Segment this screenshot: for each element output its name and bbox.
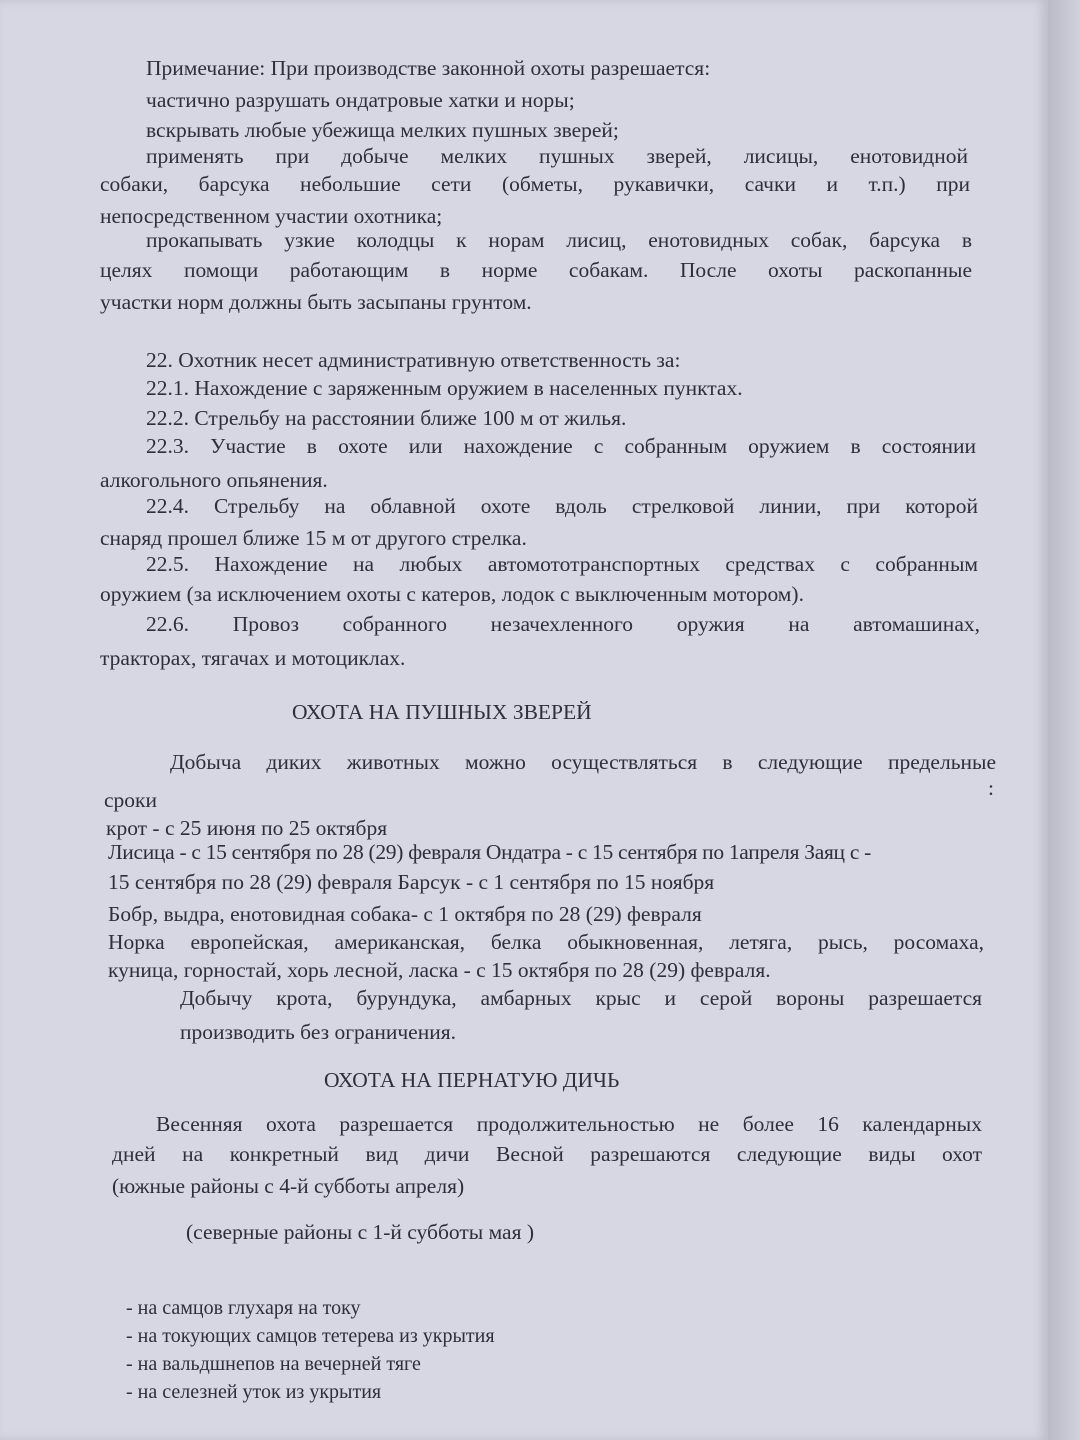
fur-line-9: Добычу крота, бурундука, амбарных крыс и серой вороны разрешается (180, 986, 982, 1010)
note-line-3: вскрывать любые убежища мелких пушных зверей; (146, 118, 619, 142)
fur-colon: : (988, 776, 994, 800)
birds-line-4: (северные районы с 1-й субботы мая ) (186, 1220, 534, 1244)
fur-line-10: производить без ограничения. (180, 1020, 456, 1044)
s22-line-1: 22. Охотник несет административную ответственность за: (146, 348, 681, 372)
note-line-9: участки норм должны быть засыпаны грунтом. (100, 290, 532, 314)
fur-line-2: сроки (104, 788, 157, 812)
s22-line-5: алкогольного опьянения. (100, 468, 328, 492)
fur-line-4: Лисица - с 15 сентября по 28 (29) февраля Ондатра - с 15 сентября по 1апреля Заяц с - (108, 840, 872, 864)
birds-list-item: - на селезней уток из укрытия (126, 1381, 382, 1403)
note-line-4: применять при добыче мелких пушных зверей, лисицы, енотовидной (146, 144, 968, 168)
s22-line-11: тракторах, тягачах и мотоциклах. (100, 646, 406, 670)
fur-line-8: куница, горностай, хорь лесной, ласка - с 15 октября по 28 (29) февраля. (108, 958, 771, 982)
s22-line-9: оружием (за исключением охоты с катеров, лодок с выключенным мотором). (100, 582, 804, 606)
fur-line-7: Норка европейская, американская, белка обыкновенная, летяга, рысь, росомаха, (108, 930, 984, 954)
fur-line-5: 15 сентября по 28 (29) февраля Барсук - с 1 сентября по 15 ноября (108, 870, 715, 894)
fur-line-3: крот - с 25 июня по 25 октября (106, 816, 388, 840)
s22-line-10: 22.6. Провоз собранного незачехленного оружия на автомашинах, (146, 612, 980, 636)
note-line-2: частично разрушать ондатровые хатки и норы; (146, 88, 575, 112)
birds-line-1: Весенняя охота разрешается продолжительностью не более 16 календарных (156, 1112, 982, 1136)
birds-heading: ОХОТА НА ПЕРНАТУЮ ДИЧЬ (324, 1068, 620, 1092)
s22-line-6: 22.4. Стрельбу на облавной охоте вдоль стрелковой линии, при которой (146, 494, 978, 518)
fur-line-1: Добыча диких животных можно осуществляться в следующие предельные (170, 750, 996, 774)
s22-line-7: снаряд прошел ближе 15 м от другого стрелка. (100, 526, 527, 550)
note-line-6: непосредственном участии охотника; (100, 204, 443, 228)
s22-line-4: 22.3. Участие в охоте или нахождение с собранным оружием в состоянии (146, 434, 976, 458)
s22-line-2: 22.1. Нахождение с заряженным оружием в населенных пунктах. (146, 376, 743, 400)
page-edge (1048, 0, 1080, 1440)
birds-line-2: дней на конкретный вид дичи Весной разрешаются следующие виды охот (112, 1142, 982, 1166)
note-line-7: прокапывать узкие колодцы к норам лисиц, енотовидных собак, барсука в (146, 228, 972, 252)
note-line-5: собаки, барсука небольшие сети (обметы, рукавички, сачки и т.п.) при (100, 172, 970, 196)
fur-heading: ОХОТА НА ПУШНЫХ ЗВЕРЕЙ (292, 700, 592, 724)
birds-line-3: (южные районы с 4-й субботы апреля) (112, 1174, 465, 1198)
birds-list-item: - на токующих самцов тетерева из укрытия (126, 1325, 495, 1347)
s22-line-3: 22.2. Стрельбу на расстоянии ближе 100 м от жилья. (146, 406, 627, 430)
fur-line-6: Бобр, выдра, енотовидная собака- с 1 октября по 28 (29) февраля (108, 902, 702, 926)
birds-list-item: - на самцов глухаря на току (126, 1297, 361, 1319)
s22-line-8: 22.5. Нахождение на любых автомототранспортных средствах с собранным (146, 552, 978, 576)
note-line-1: Примечание: При производстве законной охоты разрешается: (146, 56, 711, 80)
birds-list-item: - на вальдшнепов на вечерней тяге (126, 1353, 421, 1375)
note-line-8: целях помощи работающим в норме собакам. После охоты раскопанные (100, 258, 972, 282)
